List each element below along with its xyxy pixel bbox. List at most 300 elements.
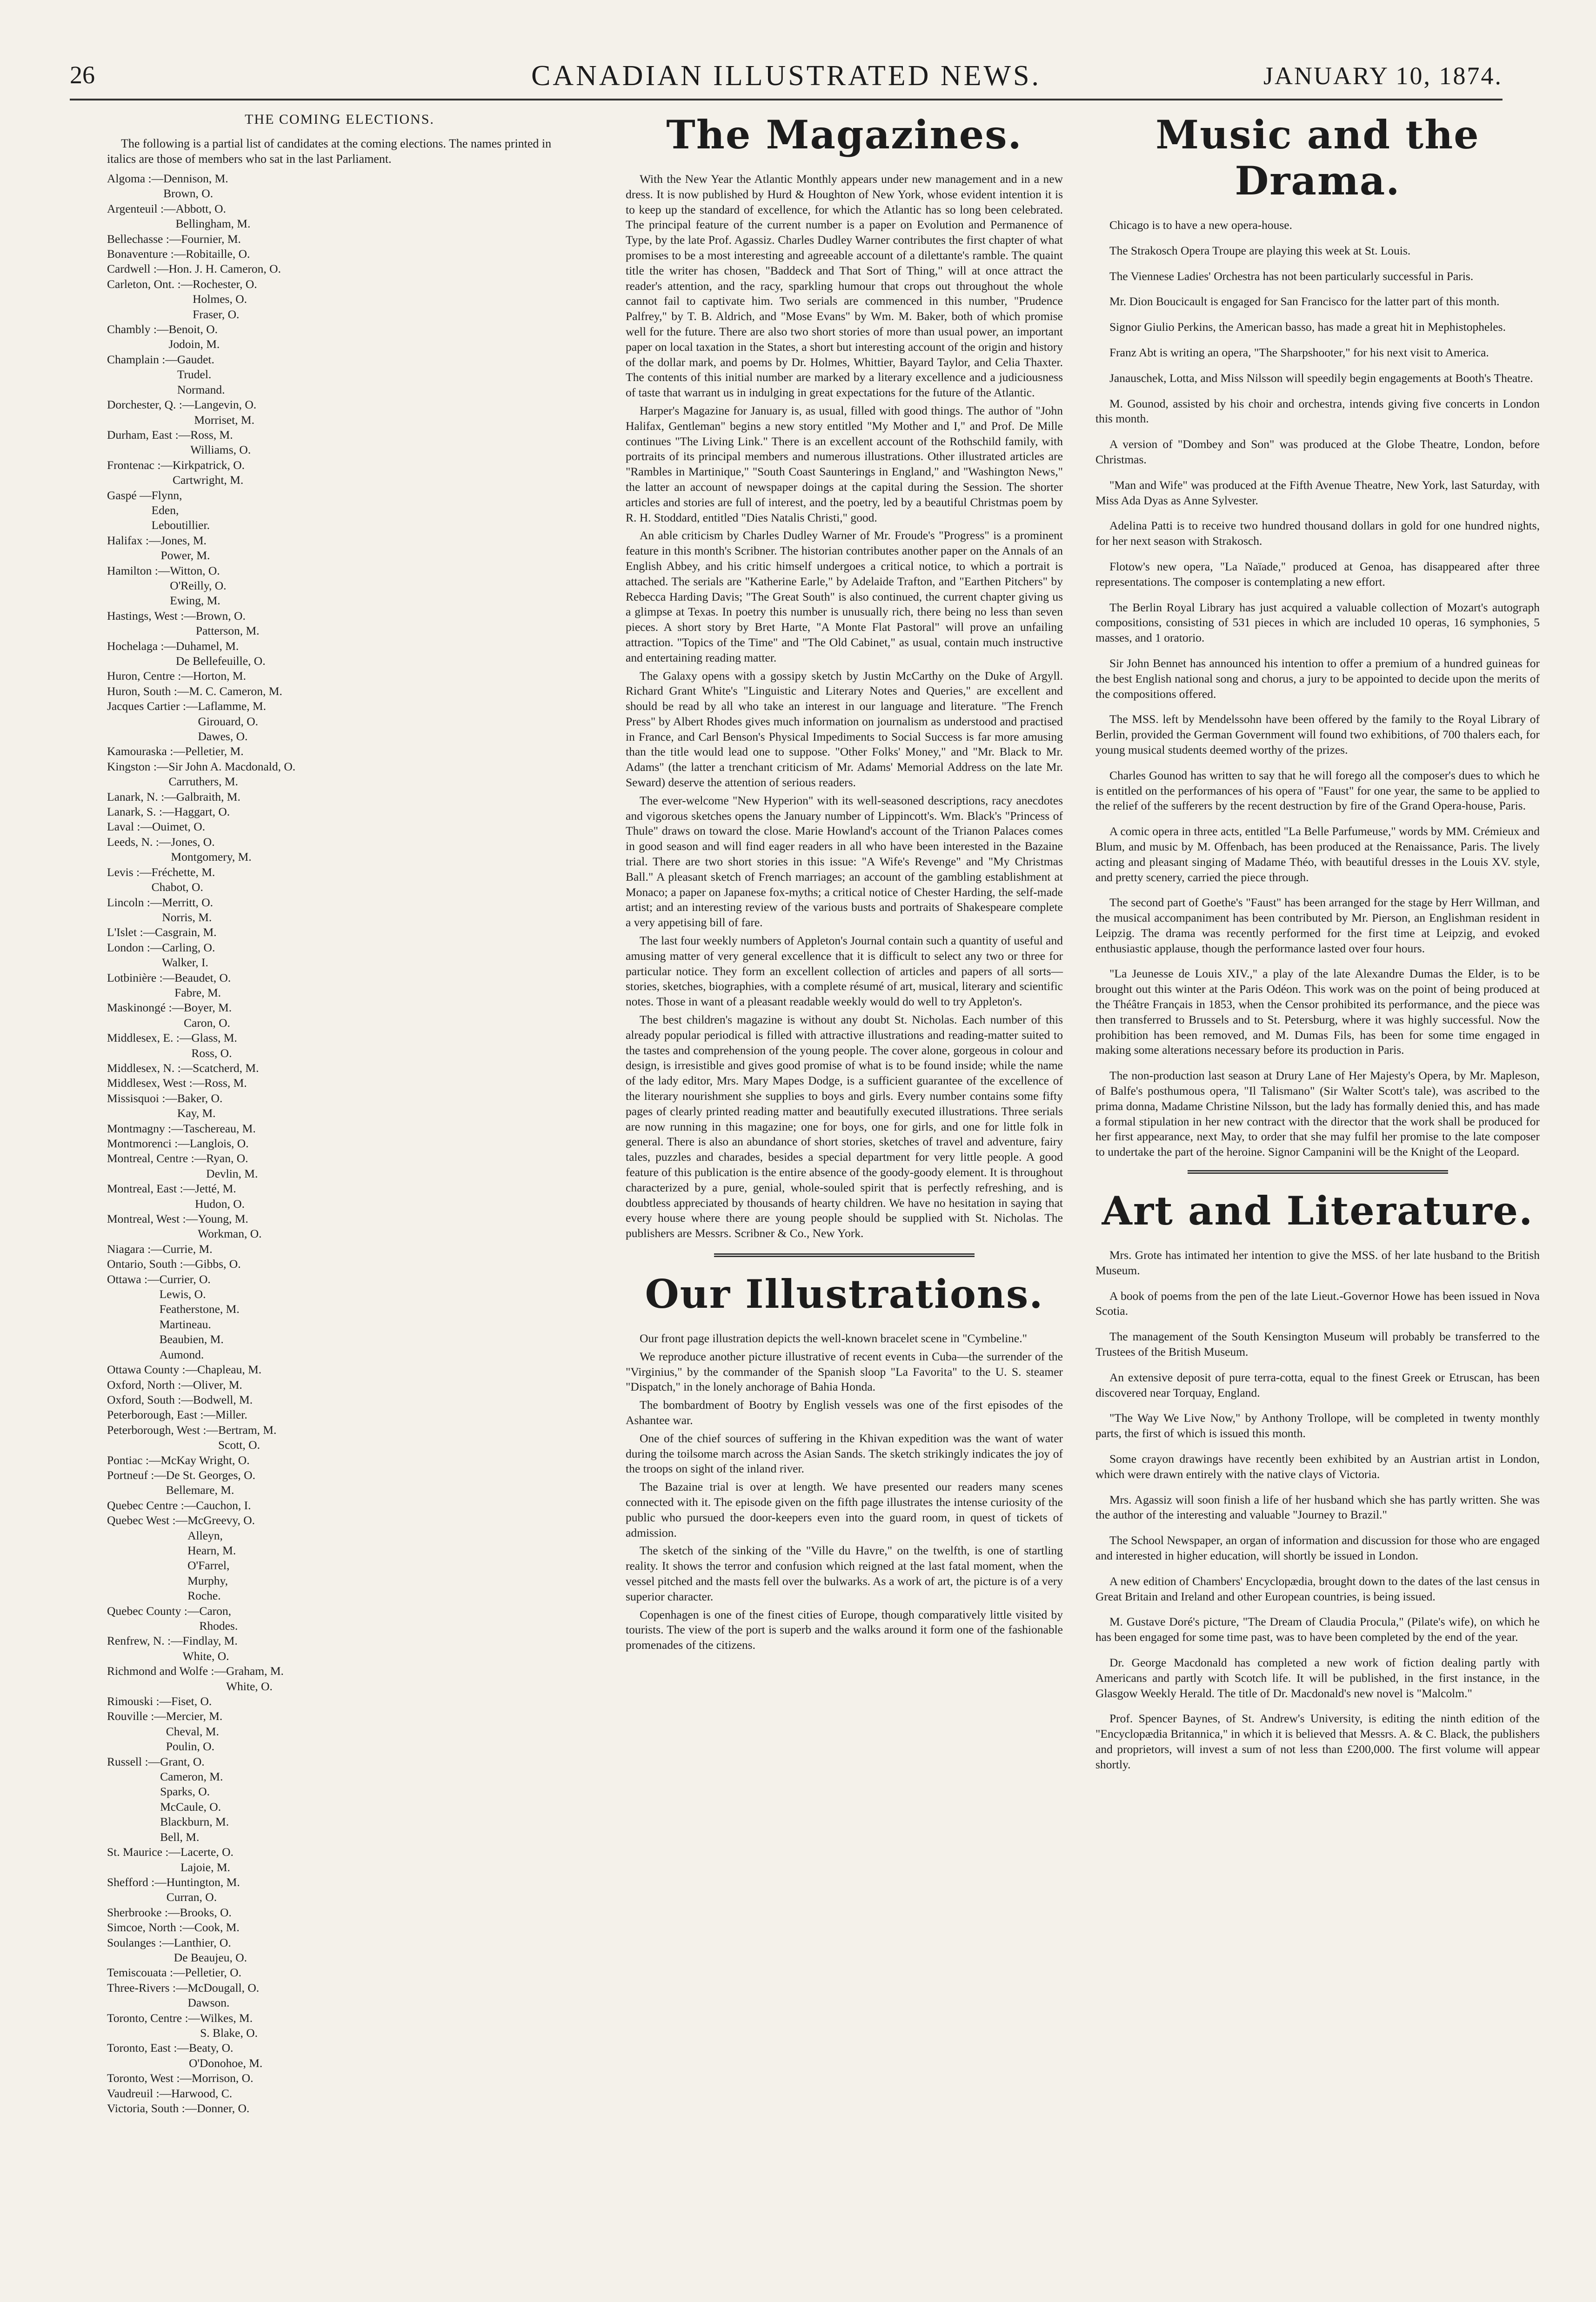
column-elections [107, 112, 572, 2116]
candidate-name: Bellingham, M. [175, 217, 251, 231]
candidate-entry [107, 744, 572, 759]
candidate-name: Wilkes, M. [200, 2011, 253, 2025]
illustration-paragraph: Our front page illustration depicts the well-known bracelet scene in "Cymbeline." [640, 1331, 1028, 1345]
candidate-name: Brown, O. [195, 609, 246, 622]
candidate-entry [107, 1272, 572, 1362]
candidate-name: De St. Georges, O. [166, 1468, 255, 1482]
constituency: Ottawa :— [107, 1272, 160, 1286]
candidate-name: Cartwright, M. [172, 473, 244, 487]
candidate-name: M. C. Cameron, M. [189, 684, 282, 698]
constituency: L'Islet :— [107, 925, 155, 939]
candidate-name: Ouimet, O. [152, 820, 206, 834]
art-note: Mrs. Agassiz will soon finish a life of her husband which she has partly written. She was the author of the interesting and valuable "Journey to Brazil." [1095, 1492, 1540, 1522]
candidate-name: Jodoin, M. [168, 337, 220, 351]
candidate-entry [107, 261, 572, 276]
candidate-name: Rhodes. [199, 1619, 238, 1633]
candidate-entry [107, 2041, 572, 2071]
candidate-name: Donner, O. [197, 2101, 250, 2115]
constituency: Hamilton :— [107, 563, 170, 577]
candidate-name: Chabot, O. [151, 880, 203, 894]
candidate-entry [107, 1468, 572, 1498]
constituency: Missisquoi :— [107, 1091, 177, 1105]
candidate-name: Bellemare, M. [166, 1483, 234, 1497]
candidate-name: Fournier, M. [181, 232, 241, 246]
candidate-entry [107, 1694, 572, 1709]
constituency: Carleton, Ont. :— [107, 277, 193, 291]
candidate-name: Murphy, [187, 1573, 228, 1587]
candidate-name: McGreevy, O. [187, 1513, 255, 1527]
constituency: Pontiac :— [107, 1453, 161, 1467]
music-note: Mr. Dion Boucicault is engaged for San Francisco for the latter part of this month. [1109, 294, 1500, 308]
candidate-entry [107, 1513, 572, 1603]
candidate-name: Bertram, M. [218, 1423, 277, 1437]
candidate-name: Blackburn, M. [160, 1815, 229, 1829]
constituency: Halifax :— [107, 533, 161, 547]
candidate-name: Devlin, M. [206, 1166, 258, 1180]
magazines-body [626, 172, 1063, 1241]
candidate-entry [107, 458, 572, 488]
candidate-list [107, 171, 572, 2116]
illustrations-heading: Our Illustrations. [645, 1271, 1044, 1317]
constituency: Bellechasse :— [107, 232, 181, 246]
magazine-paragraph: The last four weekly numbers of Appleton's Journal contain such a quantity of useful and amusing matter of very general excellence that it is difficult to select any two or three for particular notice. They form an excellent collection of articles and papers of all sorts—stories, sketches, biographies, with a complete résumé of art, musical, literary and scientific notes. Those in want of a pleasant readable weekly would do well to try Appleton's. [626, 934, 1063, 1009]
section-divider [1188, 1170, 1448, 1174]
constituency: Richmond and Wolfe :— [107, 1664, 226, 1678]
candidate-name: Scott, O. [218, 1438, 260, 1452]
candidate-entry [107, 428, 572, 458]
illustrations-body [626, 1331, 1063, 1653]
constituency: Frontenac :— [107, 458, 173, 472]
music-note: The Berlin Royal Library has just acquired a valuable collection of Mozart's autograph compositions, consisting of 531 pieces in which are included 10 operas, 16 symphonies, 5 masses, and 1 oratorio. [1095, 600, 1540, 645]
candidate-name: Oliver, M. [193, 1378, 242, 1392]
candidate-name: Jones, M. [160, 533, 207, 547]
candidate-entry [107, 1845, 572, 1875]
candidate-name: Morrison, O. [191, 2071, 254, 2085]
column-music-art [1095, 112, 1540, 1783]
candidate-name: Robitaille, O. [186, 247, 250, 261]
constituency: Middlesex, West :— [107, 1076, 205, 1090]
candidate-name: Flynn, [151, 488, 182, 502]
candidate-name: Boyer, M. [184, 1001, 232, 1015]
art-note: The management of the South Kensington Museum will probably be transferred to the Trustees of the British Museum. [1095, 1330, 1540, 1359]
constituency: Laval :— [107, 820, 153, 834]
music-note: Janauschek, Lotta, and Miss Nilsson will speedily begin engagements at Booth's Theatre. [1109, 371, 1533, 385]
candidate-name: Young, M. [198, 1212, 248, 1226]
candidate-name: De Beaujeu, O. [174, 1950, 247, 1964]
candidate-name: Taschereau, M. [183, 1121, 256, 1135]
constituency: Leeds, N. :— [107, 835, 171, 849]
candidate-name: Alleyn, [187, 1528, 223, 1542]
candidate-entry [107, 1392, 572, 1407]
constituency: Toronto, East :— [107, 2041, 189, 2055]
art-note: An extensive deposit of pure terra-cotta, equal to the finest Greek or Etruscan, has been discovered near Torquay, England. [1095, 1370, 1540, 1399]
constituency: Victoria, South :— [107, 2101, 197, 2115]
candidate-name: Sparks, O. [160, 1785, 210, 1799]
candidate-name: Baker, O. [177, 1091, 223, 1105]
candidate-name: Aumond. [159, 1347, 204, 1361]
constituency: Kingston :— [107, 759, 169, 773]
candidate-entry [107, 819, 572, 834]
music-note: The MSS. left by Mendelssohn have been offered by the family to the Royal Library of Berlin, provided the German Government will found two exhibitions, of 700 thalers each, for young musical students deemed worthy of the prizes. [1095, 712, 1540, 756]
candidate-entry [107, 1151, 572, 1181]
candidate-name: Normand. [177, 382, 225, 396]
candidate-name: Ryan, O. [206, 1151, 248, 1165]
candidate-name: Sir John A. Macdonald, O. [168, 759, 296, 773]
candidate-name: Casgrain, M. [155, 925, 217, 939]
candidate-name: Eden, [151, 503, 179, 517]
music-note: A version of "Dombey and Son" was produced at the Globe Theatre, London, before Christmas. [1095, 437, 1540, 466]
candidate-name: Kay, M. [177, 1106, 216, 1120]
constituency: Toronto, Centre :— [107, 2011, 200, 2025]
candidate-entry [107, 1453, 572, 1468]
constituency: Cardwell :— [107, 262, 169, 276]
art-note: A book of poems from the pen of the late Lieut.-Governor Howe has been issued in Nova Scotia. [1095, 1289, 1540, 1318]
candidate-name: White, O. [182, 1649, 229, 1663]
candidate-entry [107, 488, 572, 533]
music-note: Flotow's new opera, "La Naïade," produced at Genoa, has disappeared after three representations. The composer is contemplating a new effort. [1095, 559, 1540, 589]
header-rule [70, 99, 1503, 100]
constituency: Durham, East :— [107, 428, 191, 442]
candidate-name: Fréchette, M. [151, 865, 215, 879]
candidate-entry [107, 322, 572, 352]
constituency: Middlesex, E. :— [107, 1031, 192, 1045]
candidate-entry [107, 1604, 572, 1634]
candidate-name: Benoit, O. [168, 322, 218, 336]
illustration-paragraph: The Bazaine trial is over at length. We have presented our readers many scenes connected with it. The episode given on the fifth page illustrates the intense curiosity of the public who pursued the door-keepers even into the guard room, in quest of tickets of admission. [626, 1480, 1063, 1539]
constituency: Jacques Cartier :— [107, 699, 198, 713]
candidate-entry [107, 1121, 572, 1136]
candidate-name: Jones, O. [171, 835, 215, 849]
candidate-entry [107, 790, 572, 804]
candidate-entry [107, 940, 572, 970]
candidate-name: Fiset, O. [171, 1694, 212, 1708]
candidate-entry [107, 1257, 572, 1271]
candidate-name: McKay Wright, O. [160, 1453, 250, 1467]
candidate-entry [107, 1000, 572, 1031]
candidate-name: Ross, M. [204, 1076, 247, 1090]
candidate-name: Caron, [199, 1604, 232, 1618]
candidate-name: O'Reilly, O. [170, 578, 227, 592]
candidate-name: Dawes, O. [198, 729, 248, 743]
candidate-name: Featherstone, M. [159, 1302, 240, 1316]
candidate-name: Dawson. [187, 1996, 230, 2010]
music-note: Charles Gounod has written to say that he will forego all the composer's dues to which he is entitled on the performances of his opera of "Faust" for one year, the same to be applied to the relief of the sufferers by the recent destruction by fire of the Grand Opera-house, Paris. [1095, 768, 1540, 813]
constituency: Maskinongé :— [107, 1001, 184, 1015]
candidate-entry [107, 277, 572, 322]
magazine-paragraph: The ever-welcome "New Hyperion" with its well-seasoned descriptions, racy anecdotes and vigorous sketches opens the January number of Lippincott's. Wm. Black's "Princess of Thule" draws on toward the close. Marie Howland's account of the Trianon Palaces comes in good season and will find eager readers in all who have been interested in the Bazaine trial. There are two short stories in this issue: "A Wife's Revenge" and "My Christmas Ball." A pleasant sketch of French marriages; an account of the gambling establishment at Monaco; a paper on Japanese fox-myths; a critical notice of Chester Harding, the self-made artist; and an interesting review of the various busts and portraits of Shakespeare complete a very appetising bill of fare. [626, 793, 1063, 930]
constituency: Rimouski :— [107, 1694, 172, 1708]
constituency: Simcoe, North :— [107, 1921, 194, 1934]
art-note: "The Way We Live Now," by Anthony Trollope, will be completed in twenty monthly parts, the first of which is issued this month. [1095, 1411, 1540, 1440]
constituency: Montreal, West :— [107, 1212, 198, 1226]
candidate-name: Harwood, C. [171, 2086, 233, 2100]
constituency: Lanark, S. :— [107, 805, 174, 819]
candidate-entry [107, 2011, 572, 2041]
constituency: Dorchester, Q. :— [107, 398, 194, 412]
candidate-name: Workman, O. [198, 1227, 262, 1241]
page-number: 26 [70, 61, 95, 89]
candidate-entry [107, 1407, 572, 1422]
candidate-entry [107, 1981, 572, 2011]
art-note: M. Gustave Doré's picture, "The Dream of Claudia Procula," (Pilate's wife), on which he has been engaged for some time past, was to have been completed by the end of the year. [1095, 1615, 1540, 1644]
constituency: Peterborough, West :— [107, 1423, 218, 1437]
constituency: Montmagny :— [107, 1121, 183, 1135]
candidate-entry [107, 1935, 572, 1966]
music-note: The Strakosch Opera Troupe are playing this week at St. Louis. [1109, 243, 1411, 257]
candidate-name: Carruthers, M. [168, 775, 238, 789]
art-note: Some crayon drawings have recently been exhibited by an Austrian artist in London, which were drawn entirely with the native clays of Victoria. [1095, 1452, 1540, 1481]
candidate-name: Cheval, M. [166, 1724, 219, 1738]
constituency: London :— [107, 940, 162, 954]
music-heading: Music and the Drama. [1155, 112, 1480, 204]
candidate-entry [107, 1136, 572, 1151]
candidate-name: O'Farrel, [187, 1559, 230, 1573]
illustration-paragraph: We reproduce another picture illustrative of recent events in Cuba—the surrender of the "Virginius," by the commander of the Spanish sloop "La Favorita" to the U. S. steamer "Dispatch," in the lonely anchorage of Bahia Honda. [626, 1349, 1063, 1394]
candidate-name: Ewing, M. [170, 594, 220, 608]
candidate-name: Findlay, M. [182, 1634, 238, 1648]
candidate-name: Ross, M. [190, 428, 233, 442]
art-note: The School Newspaper, an organ of information and discussion for those who are engaged and interested in higher education, will shortly be issued in London. [1095, 1533, 1540, 1562]
constituency: Vaudreuil :— [107, 2086, 172, 2100]
candidate-entry [107, 804, 572, 819]
constituency: Gaspé — [107, 488, 152, 502]
candidate-entry [107, 1875, 572, 1905]
candidate-name: Curran, O. [166, 1890, 217, 1904]
constituency: Shefford :— [107, 1875, 167, 1889]
music-note: "La Jeunesse de Louis XIV.," a play of the late Alexandre Dumas the Elder, is to be brought out this winter at the Paris Odéon. This work was on the point of being produced at the Théâtre Français in 1853, when the Censor prohibited its performance, and the piece was then transferred to Brussels and to St. Petersburg, where it was highly successful. Now the prohibition has been removed, and M. Dumas Fils, has been for some time engaged in making some alterations necessary before its production in Paris. [1095, 967, 1540, 1057]
candidate-name: Power, M. [160, 549, 210, 562]
music-note: Franz Abt is writing an opera, "The Sharpshooter," for his next visit to America. [1109, 345, 1489, 359]
illustration-paragraph: Copenhagen is one of the finest cities of Europe, though comparatively little visited by tourists. The view of the port is superb and the walks around it form one of the fashionable promenades of the citizens. [626, 1607, 1063, 1652]
elections-heading: THE COMING ELECTIONS. [245, 112, 434, 127]
illustration-paragraph: The sketch of the sinking of the "Ville du Havre," on the twelfth, is one of startling reality. It shows the terror and confusion which reigned at the last fatal moment, when the vessel pitched and the masts fell over the bulwarks. As a work of art, the picture is of a very superior character. [626, 1544, 1063, 1603]
candidate-name: Glass, M. [191, 1031, 237, 1045]
candidate-entry [107, 1754, 572, 1845]
constituency: Hastings, West :— [107, 609, 196, 622]
candidate-entry [107, 1031, 572, 1061]
candidate-name: Lewis, O. [159, 1287, 206, 1301]
candidate-name: Chapleau, M. [197, 1363, 262, 1377]
candidate-name: Roche. [187, 1589, 221, 1603]
masthead: CANADIAN ILLUSTRATED NEWS. [531, 60, 1042, 92]
candidate-name: Morriset, M. [194, 413, 254, 427]
music-note: Signor Giulio Perkins, the American basso, has made a great hit in Mephistopheles. [1109, 320, 1506, 334]
constituency: Oxford, North :— [107, 1378, 193, 1392]
candidate-name: Mercier, M. [166, 1709, 223, 1723]
constituency: Temiscouata :— [107, 1966, 185, 1980]
magazine-paragraph: Harper's Magazine for January is, as usual, filled with good things. The author of "John Halifax, Gentleman" begins a new story entitled "My Mother and I," and Prof. De Mille continues "The Living Link." There is an excellent account of the Rothschild family, with portraits of its principal members and numerous illustrations. Other illustrated articles are "Rambles in Martinique," "South Coast Saunterings in England," and "Washington News," the latter an account of newspaper doings at the capital during the Session. The shorter articles and stories are full of interest, and the poetry, led by a beautiful Christmas poem by R. H. Stoddard, entitled "Dies Natalis Christi," good. [626, 403, 1063, 524]
candidate-entry [107, 352, 572, 397]
constituency: Rouville :— [107, 1709, 166, 1723]
candidate-entry [107, 2071, 572, 2086]
column-magazines [626, 112, 1063, 1656]
candidate-name: Fraser, O. [193, 307, 240, 321]
candidate-entry [107, 835, 572, 865]
magazine-paragraph: An able criticism by Charles Dudley Warner of Mr. Froude's "Progress" is a prominent feature in this month's Scribner. The historian contributes another paper on the Annals of an English Abbey, and his critic himself undergoes a critical notice, to which a portrait is attached. The serials are "Katherine Earle," by Adelaide Trafton, and "Earthen Pitchers" by Rebecca Harding Davis; "The Great South" is also continued, the current chapter giving us a glimpse at Texas. In poetry this number is unusually rich, there being no less than seven pieces. A short story by Bret Harte, "A Monte Flat Pastoral" will prove an unfailing attraction. "Topics of the Time" and "The Old Cabinet," as usual, contain much instructive and entertaining reading matter. [626, 529, 1063, 664]
candidate-entry [107, 2086, 572, 2101]
candidate-name: Gaudet. [177, 352, 214, 366]
candidate-name: Dennison, M. [163, 172, 228, 185]
candidate-name: Cauchon, I. [196, 1498, 251, 1512]
constituency: St. Maurice :— [107, 1845, 180, 1859]
candidate-name: Beaudet, O. [174, 970, 231, 984]
art-body [1095, 1248, 1540, 1773]
candidate-name: Cameron, M. [160, 1770, 223, 1784]
music-note: "Man and Wife" was produced at the Fifth Avenue Theatre, New York, last Saturday, with Miss Ada Dyas as Anne Sylvester. [1095, 478, 1540, 507]
constituency: Portneuf :— [107, 1468, 166, 1482]
candidate-name: Beaty, O. [189, 2041, 234, 2055]
constituency: Quebec West :— [107, 1513, 188, 1527]
candidate-name: Williams, O. [190, 443, 251, 457]
constituency: Lanark, N. :— [107, 790, 176, 803]
music-note: Adelina Patti is to receive two hundred thousand dollars in gold for one hundred nights, for her next season with Strakosch. [1095, 519, 1540, 548]
candidate-entry [107, 865, 572, 895]
music-note: A comic opera in three acts, entitled "La Belle Parfumeuse," words by MM. Crémieux and Blum, and music by M. Offenbach, has been produced at the Renaissance, Paris. The lively acting and pleasant singing of Madame Théo, with beautiful dresses in the Louis XV. style, and pretty scenery, carried the piece through. [1095, 824, 1540, 884]
art-note: Dr. George Macdonald has completed a new work of fiction dealing partly with Americans and partly with Scotch life. It will be published, in the first instance, in the Glasgow Weekly Herald. The title of Dr. Macdonald's new novel is "Malcolm." [1095, 1655, 1540, 1700]
magazine-paragraph: The best children's magazine is without any doubt St. Nicholas. Each number of this already popular periodical is filled with attractive illustrations and reading-matter suited to the tastes and comprehension of the young people. The cover alone, gorgeous in colour and design, is irresistible and gives good promise of what is to be found inside; while the name of the lady editor, Mrs. Mary Mapes Dodge, is a sufficient guarantee of the excellence of the literary nourishment she supplies to boys and girls. Every number contains some fifty pages of clearly printed reading matter and beautifully executed illustrations. Three serials are now running in this magazine; one for boys, one for girls, and one for little folk in general. There is also an abundance of short stories, sketches of travel and adventure, fairy tales, puzzles and charades, besides a special department for very little people. A good feature of this publication is the entire absence of the goody-goody element. It is throughout characterized by a pure, genial, whole-souled spirit that is perfectly refreshing, and is doubtless appreciated by thousands of hearty children. We have no hesitation in saying that every house where there are young people should be supplied with St. Nicholas. The publishers are Messrs. Scribner & Co., New York. [626, 1013, 1063, 1240]
candidate-name: Huntington, M. [166, 1875, 240, 1889]
candidate-entry [107, 201, 572, 232]
constituency: Huron, South :— [107, 684, 189, 698]
candidate-name: Graham, M. [226, 1664, 284, 1678]
candidate-entry [107, 563, 572, 609]
candidate-name: McCaule, O. [160, 1800, 221, 1813]
candidate-entry [107, 1091, 572, 1121]
art-note: Mrs. Grote has intimated her intention to give the MSS. of her late husband to the British Museum. [1095, 1248, 1540, 1277]
constituency: Lotbinière :— [107, 970, 175, 984]
constituency: Sherbrooke :— [107, 1905, 180, 1919]
candidate-name: Patterson, M. [195, 624, 260, 638]
candidate-name: Lajoie, M. [180, 1860, 230, 1874]
candidate-entry [107, 925, 572, 940]
art-note: A new edition of Chambers' Encyclopædia, brought down to the dates of the last census in Great Britain and Ireland and other European countries, is being issued. [1095, 1574, 1540, 1603]
candidate-entry [107, 1905, 572, 1920]
candidate-name: Haggart, O. [174, 805, 230, 819]
candidate-name: Brooks, O. [180, 1905, 232, 1919]
music-note: The second part of Goethe's "Faust" has been arranged for the stage by Herr Willman, and the musical accompaniment has been contributed by Mr. Pierson, an Englishman resident in Leipzig. The drama was recently performed for the first time at Leipzig, and evoked enthusiastic applause, though the performance lasted over four hours. [1095, 896, 1540, 955]
candidate-entry [107, 1920, 572, 1935]
page-header [70, 56, 1503, 98]
music-note: The non-production last season at Drury Lane of Her Majesty's Opera, by Mr. Mapleson, of Balfe's posthumous opera, "Il Talismano" (Sir Walter Scott's tale), was ascribed to the prima donna, Madame Christine Nilsson, but the lady has formally denied this, and has made a formal stipulation in her new contract with the director that the work shall be produced for her first appearance, next May, to order that she may fulfil her promise to the late composer to undertake the part of the heroine. Signor Campanini will be the Knight of the Leopard. [1095, 1069, 1540, 1159]
candidate-name: O'Donohoe, M. [189, 2056, 263, 2070]
candidate-entry [107, 232, 572, 247]
candidate-name: Beaubien, M. [159, 1332, 224, 1346]
candidate-entry [107, 1965, 572, 1980]
candidate-entry [107, 247, 572, 261]
candidate-entry [107, 759, 572, 790]
constituency: Algoma :— [107, 172, 164, 185]
candidate-name: Miller. [215, 1408, 247, 1422]
constituency: Argenteuil :— [107, 201, 176, 215]
magazines-heading: The Magazines. [666, 112, 1022, 158]
constituency: Toronto, West :— [107, 2071, 192, 2085]
constituency: Russell :— [107, 1754, 160, 1768]
music-note: The Viennese Ladies' Orchestra has not been particularly successful in Paris. [1109, 269, 1474, 283]
magazine-paragraph: With the New Year the Atlantic Monthly appears under new management and in a new dress. It is now published by Hurd & Houghton of New York, whose evident intention it is to keep up the standard of excellence, for which the Atlantic has so long been celebrated. The principal feature of the current number is a paper on Evolution and Permanence of Type, by the late Prof. Agassiz. Charles Dudley Warner contributes the first chapter of what promises to be a most interesting and agreeable account of a dilettante's ramble. The quaint title the writer has chosen, "Baddeck and That Sort of Thing," will at once attract the reader's attention, and the racy, sparkling humour that crops out throughout the whole cannot fail to captivate him. Two serials are commenced in this number, "Prudence Palfrey," by T. B. Aldrich, and "Mose Evans" by Wm. M. Baker, both of which promise well for the future. There are also two short stories of more than usual power, an important paper on local taxation in the States, a short but interesting account of the origin and history of the dollar mark, and poems by Dr. Holmes, Whittier, Bayard Taylor, and Celia Thaxter. The contents of this initial number are marked by a literary excellence and a judiciousness of taste that warrant us in indulging in great expectations for the future of the Atlantic. [626, 172, 1063, 400]
candidate-name: Montgomery, M. [171, 850, 252, 864]
music-note: Chicago is to have a new opera-house. [1109, 218, 1292, 232]
illustration-paragraph: The bombardment of Bootry by English vessels was one of the first episodes of the Ashantee war. [626, 1398, 1063, 1427]
candidate-name: Horton, M. [193, 669, 246, 683]
candidate-name: Walker, I. [162, 956, 208, 970]
music-body [1095, 218, 1540, 1160]
candidate-name: Scatcherd, M. [193, 1061, 259, 1075]
candidate-entry [107, 1498, 572, 1513]
candidate-name: Galbraith, M. [176, 790, 240, 803]
candidate-name: Girouard, O. [198, 714, 259, 728]
candidate-entry [107, 669, 572, 683]
candidate-entry [107, 684, 572, 699]
candidate-name: Caron, O. [184, 1016, 230, 1030]
candidate-entry [107, 1242, 572, 1257]
constituency: Hochelaga :— [107, 639, 176, 653]
candidate-entry [107, 609, 572, 639]
candidate-entry [107, 699, 572, 744]
issue-date: JANUARY 10, 1874. [1263, 62, 1503, 90]
candidate-entry [107, 533, 572, 563]
constituency: Three-Rivers :— [107, 1981, 188, 1994]
candidate-entry [107, 171, 572, 201]
candidate-name: White, O. [226, 1679, 273, 1693]
art-heading: Art and Literature. [1102, 1188, 1534, 1234]
candidate-entry [107, 397, 572, 428]
constituency: Oxford, South :— [107, 1392, 193, 1406]
candidate-name: Carling, O. [162, 940, 215, 954]
candidate-name: Rochester, O. [193, 277, 257, 291]
candidate-name: Kirkpatrick, O. [172, 458, 245, 472]
candidate-entry [107, 895, 572, 925]
constituency: Ontario, South :— [107, 1257, 195, 1271]
constituency: Middlesex, N. :— [107, 1061, 193, 1075]
candidate-entry [107, 2101, 572, 2116]
candidate-entry [107, 1076, 572, 1091]
candidate-name: Pelletier, O. [185, 1966, 241, 1980]
candidate-entry [107, 1633, 572, 1664]
constituency: Ottawa County :— [107, 1363, 198, 1377]
section-divider [714, 1253, 975, 1257]
candidate-name: Witton, O. [170, 563, 220, 577]
candidate-entry [107, 1709, 572, 1754]
candidate-name: Lanthier, O. [174, 1935, 231, 1949]
music-note: Sir John Bennet has announced his intention to offer a premium of a hundred guineas for the best English national song and chorus, a jury to be appointed to decide upon the merits of the compositions offered. [1095, 656, 1540, 701]
candidate-name: Hon. J. H. Cameron, O. [168, 262, 281, 276]
elections-intro: The following is a partial list of candidates at the coming elections. The names printed in italics are those of members who sat in the last Parliament. [107, 137, 552, 166]
candidate-name: Hearn, M. [187, 1543, 236, 1557]
candidate-name: Abbott, O. [175, 201, 226, 215]
candidate-name: Holmes, O. [193, 292, 247, 306]
candidate-name: Currie, M. [162, 1242, 213, 1256]
art-note: Prof. Spencer Baynes, of St. Andrew's University, is editing the ninth edition of the "Encyclopædia Britannica," in which it is believed that Messrs. A. & C. Black, the publishers and proprietors, will invest a sum of not less than £200,000. The first volume will appear shortly. [1095, 1712, 1540, 1771]
candidate-entry [107, 970, 572, 1001]
constituency: Montreal, Centre :— [107, 1151, 207, 1165]
candidate-entry [107, 1362, 572, 1377]
candidate-name: De Bellefeuille, O. [175, 654, 266, 668]
candidate-name: Duhamel, M. [175, 639, 239, 653]
candidate-name: Hudon, O. [195, 1197, 245, 1211]
candidate-name: Jetté, M. [195, 1182, 236, 1196]
candidate-name: S. Blake, O. [200, 2026, 258, 2040]
constituency: Peterborough, East :— [107, 1408, 215, 1422]
candidate-name: Lacerte, O. [180, 1845, 234, 1859]
candidate-name: McDougall, O. [187, 1981, 260, 1994]
candidate-name: Leboutillier. [151, 518, 210, 532]
constituency: Huron, Centre :— [107, 669, 193, 683]
candidate-name: Bell, M. [160, 1830, 200, 1844]
constituency: Soulanges :— [107, 1935, 174, 1949]
illustration-paragraph: One of the chief sources of suffering in the Khivan expedition was the want of water during the toilsome march across the Asian Sands. The sketch strikingly indicates the joy of the troops on sight of the inland river. [626, 1431, 1063, 1476]
candidate-name: Gibbs, O. [195, 1257, 241, 1271]
constituency: Montmorenci :— [107, 1137, 190, 1150]
